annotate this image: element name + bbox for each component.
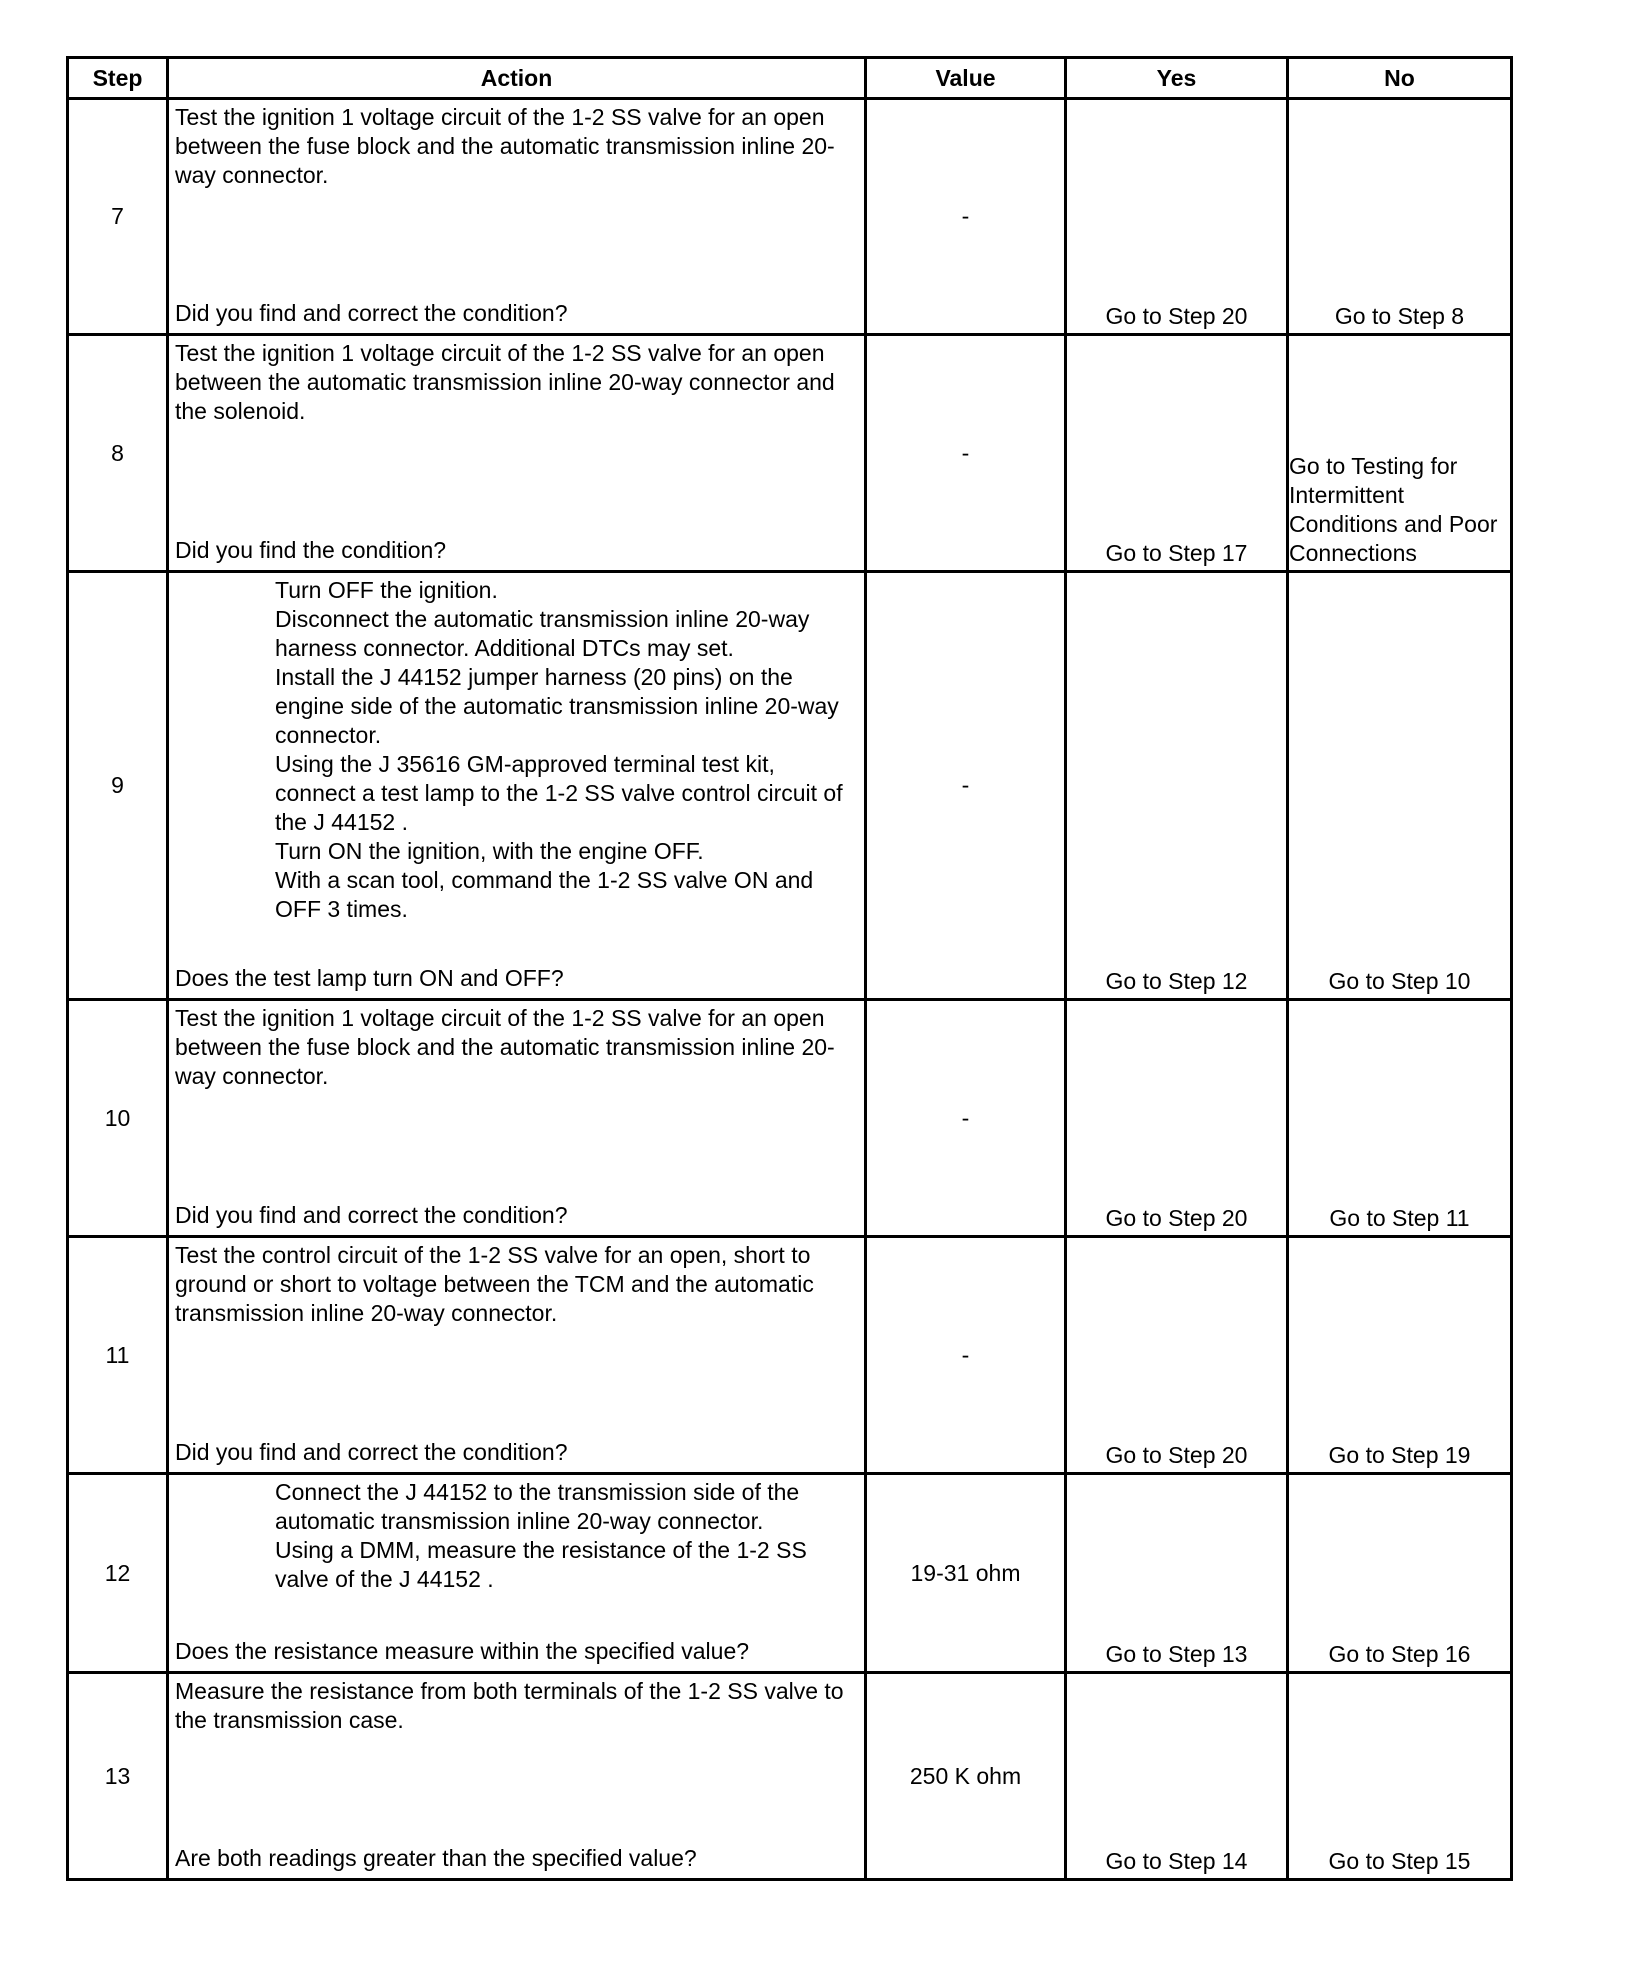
no-cell: [1288, 1000, 1512, 1237]
no-cell: [1288, 99, 1512, 335]
action-question: Are both readings greater than the specified value?: [175, 1845, 697, 1871]
header-row: [68, 58, 1512, 99]
action-text: Test the control circuit of the 1-2 SS valve for an open, short to ground or short to voltage between the TCM and the automatic transmission inline 20-way connector.: [175, 1242, 814, 1326]
yes-cell: [1066, 99, 1288, 335]
action-cell: [168, 99, 866, 335]
header-yes: Yes: [1066, 58, 1288, 99]
yes-outcome: Go to Step 13: [1105, 1641, 1248, 1667]
action-question: Does the resistance measure within the specified value?: [175, 1638, 750, 1664]
header-value: Value: [866, 58, 1066, 99]
value-cell: -: [866, 1000, 1066, 1237]
action-cell: [168, 1673, 866, 1880]
yes-cell: [1066, 1673, 1288, 1880]
action-cell: [168, 1000, 866, 1237]
yes-outcome: Go to Step 20: [1105, 1442, 1248, 1468]
action-question: Did you find the condition?: [175, 537, 447, 563]
action-cell: [168, 572, 866, 1000]
no-outcome: Go to Step 16: [1328, 1641, 1471, 1667]
value-cell: -: [866, 99, 1066, 335]
yes-cell: [1066, 1000, 1288, 1237]
value-cell: -: [866, 335, 1066, 572]
step-number: 12: [68, 1474, 168, 1673]
action-text: Test the ignition 1 voltage circuit of the 1-2 SS valve for an open between the fuse block and the automatic transmission inline 20-way connector.: [175, 104, 835, 188]
step-number: 13: [68, 1673, 168, 1880]
table-row: [68, 1237, 1512, 1474]
no-outcome: Go to Step 8: [1334, 303, 1465, 329]
no-cell: [1288, 1474, 1512, 1673]
action-text: Test the ignition 1 voltage circuit of the 1-2 SS valve for an open between the fuse block and the automatic transmission inline 20-way connector.: [175, 1005, 835, 1089]
action-step-line: Using a DMM, measure the resistance of the 1-2 SS valve of the J 44152 .: [275, 1537, 807, 1592]
action-question: Did you find and correct the condition?: [175, 1202, 568, 1228]
table-row: [68, 1000, 1512, 1237]
no-outcome: Go to Step 10: [1328, 968, 1471, 994]
action-question: Did you find and correct the condition?: [175, 1439, 568, 1465]
action-step-line: Install the J 44152 jumper harness (20 pins) on the engine side of the automatic transmission inline 20-way connector.: [275, 664, 839, 748]
table-row: [68, 335, 1512, 572]
value-cell: -: [866, 1237, 1066, 1474]
yes-cell: [1066, 1474, 1288, 1673]
action-step-line: Connect the J 44152 to the transmission side of the automatic transmission inline 20-way connector.: [275, 1479, 800, 1534]
yes-cell: [1066, 335, 1288, 572]
step-number: 11: [68, 1237, 168, 1474]
no-outcome: Go to Testing for Intermittent Conditions and Poor Connections: [1289, 453, 1498, 566]
header-step: Step: [68, 58, 168, 99]
action-cell: [168, 335, 866, 572]
action-text: Measure the resistance from both terminals of the 1-2 SS valve to the transmission case.: [175, 1678, 844, 1733]
action-step-line: With a scan tool, command the 1-2 SS valve ON and OFF 3 times.: [275, 867, 814, 922]
yes-outcome: Go to Step 12: [1105, 968, 1248, 994]
action-step-line: Using the J 35616 GM-approved terminal test kit, connect a test lamp to the 1-2 SS valve control circuit of the J 44152 .: [275, 751, 843, 835]
table-row: [68, 1673, 1512, 1880]
no-outcome: Go to Step 11: [1329, 1205, 1470, 1231]
action-steps: [175, 576, 856, 924]
header-no: No: [1288, 58, 1512, 99]
step-number: 9: [68, 572, 168, 1000]
no-cell: [1288, 1673, 1512, 1880]
action-question: Does the test lamp turn ON and OFF?: [175, 965, 564, 991]
step-number: 8: [68, 335, 168, 572]
diagnostic-table: [66, 56, 1513, 1881]
action-text: Test the ignition 1 voltage circuit of the 1-2 SS valve for an open between the automatic transmission inline 20-way connector and the solenoid.: [175, 340, 835, 424]
no-cell: [1288, 335, 1512, 572]
table-row: [68, 1474, 1512, 1673]
action-step-line: Turn ON the ignition, with the engine OFF.: [275, 838, 704, 864]
no-outcome: Go to Step 19: [1328, 1442, 1471, 1468]
no-cell: [1288, 572, 1512, 1000]
yes-outcome: Go to Step 20: [1105, 303, 1248, 329]
yes-outcome: Go to Step 17: [1105, 540, 1248, 566]
no-outcome: Go to Step 15: [1328, 1848, 1471, 1874]
yes-outcome: Go to Step 14: [1105, 1848, 1248, 1874]
value-cell: 250 K ohm: [866, 1673, 1066, 1880]
action-steps: [175, 1478, 856, 1594]
value-cell: -: [866, 572, 1066, 1000]
header-action: Action: [168, 58, 866, 99]
action-question: Did you find and correct the condition?: [175, 300, 568, 326]
yes-cell: [1066, 572, 1288, 1000]
table-row: [68, 572, 1512, 1000]
table-row: [68, 99, 1512, 335]
step-number: 10: [68, 1000, 168, 1237]
action-cell: [168, 1237, 866, 1474]
value-cell: 19-31 ohm: [866, 1474, 1066, 1673]
action-step-line: Disconnect the automatic transmission inline 20-way harness connector. Additional DTCs may set.: [275, 606, 810, 661]
action-cell: [168, 1474, 866, 1673]
step-number: 7: [68, 99, 168, 335]
yes-cell: [1066, 1237, 1288, 1474]
yes-outcome: Go to Step 20: [1105, 1205, 1248, 1231]
action-step-line: Turn OFF the ignition.: [275, 577, 498, 603]
no-cell: [1288, 1237, 1512, 1474]
